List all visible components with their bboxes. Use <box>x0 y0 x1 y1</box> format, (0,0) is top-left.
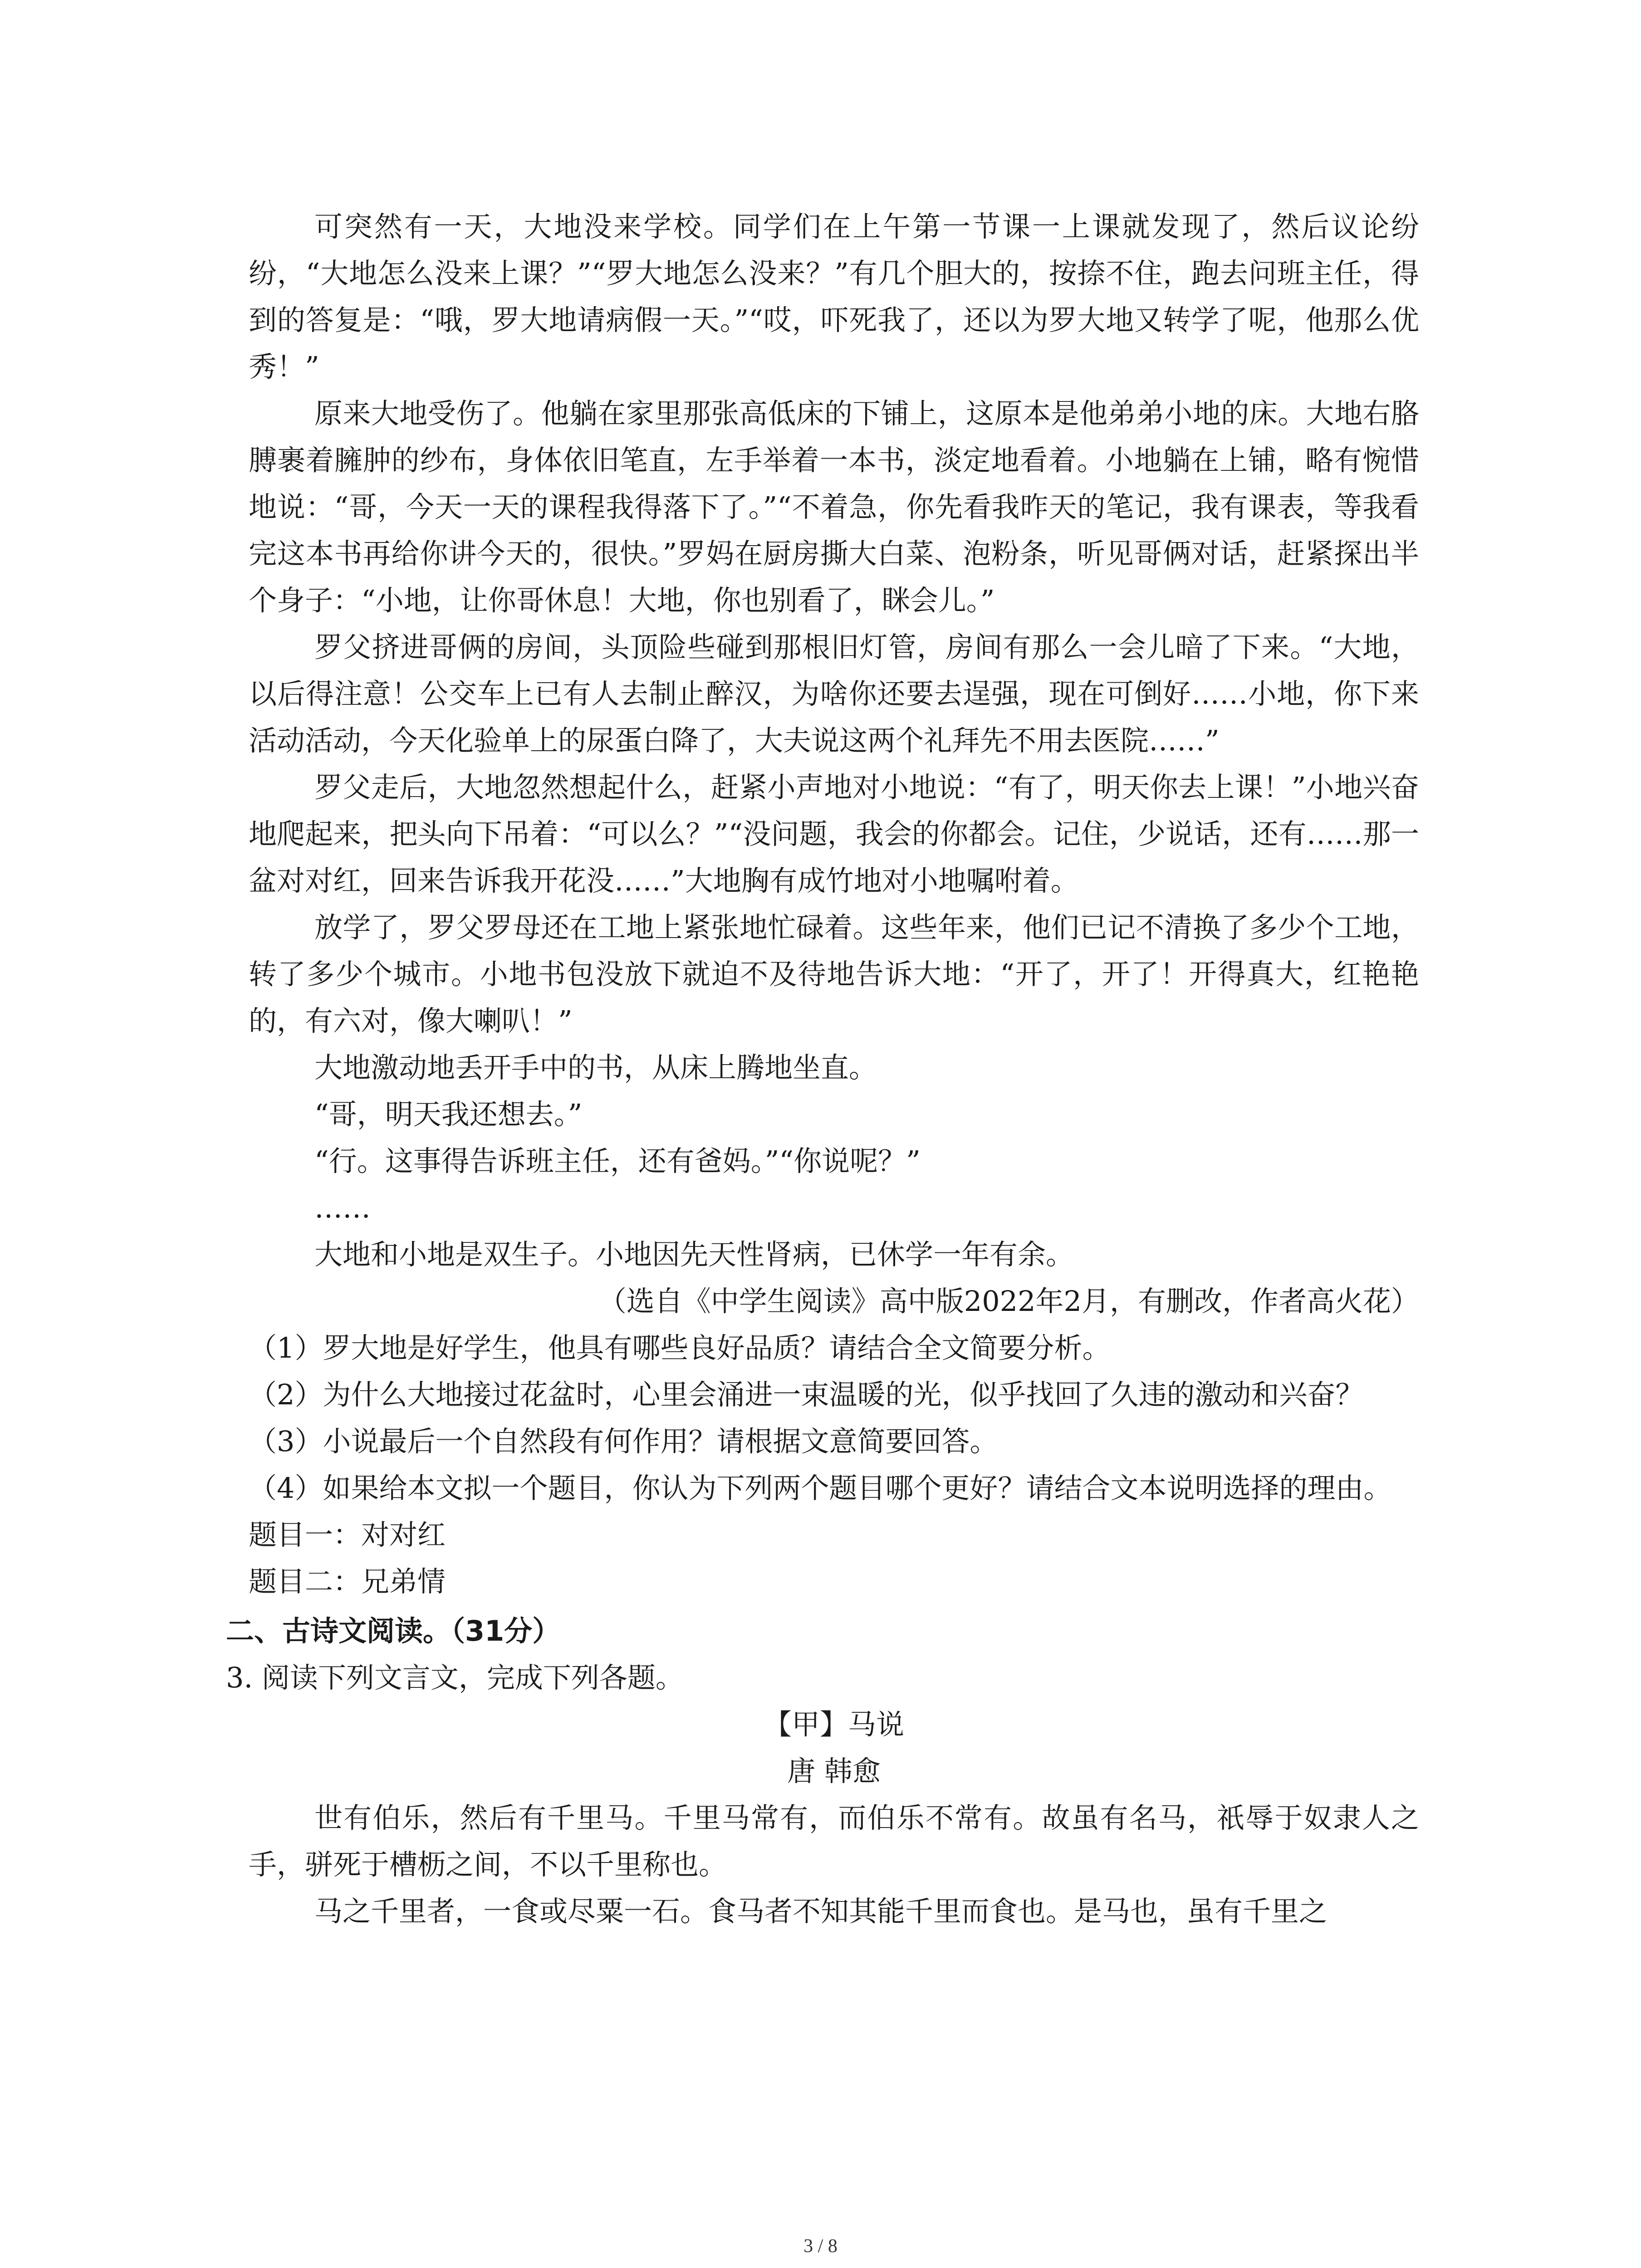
story-paragraph-3: 罗父挤进哥俩的房间，头顶险些碰到那根旧灯管，房间有那么一会儿暗了下来。“大地，以后得注意！公交车上已有人去制止醉汉，为啥你还要去逞强，现在可倒好……小地，你下来活动活动，今天化验单上的尿蛋白降了，大夫说这两个礼拜先不用去医院……” <box>249 631 1419 757</box>
question-2: （2）为什么大地接过花盆时，心里会涌进一束温暖的光，似乎找回了久违的激动和兴奋？ <box>249 1378 1364 1411</box>
passage-paragraph-2: 马之千里者，一食或尽粟一石。食马者不知其能千里而食也。是马也，虽有千里之 <box>314 1895 1327 1928</box>
title-option-1: 题目一：对对红 <box>249 1518 446 1551</box>
story-paragraph-2: 原来大地受伤了。他躺在家里那张高低床的下铺上，这原本是他弟弟小地的床。大地右胳膊裹着臃肿的纱布，身体依旧笔直，左手举着一本书，淡定地看着。小地躺在上铺，略有惋惜地说：“哥，今天一天的课程我得落下了。”“不着急，你先看我昨天的笔记，我有课表，等我看完这本书再给你讲今天的，很快。”罗妈在厨房撕大白菜、泡粉条，听见哥俩对话，赶紧探出半个身子：“小地，让你哥休息！大地，你也别看了，眯会儿。” <box>249 397 1419 617</box>
question-1: （1）罗大地是好学生，他具有哪些良好品质？请结合全文简要分析。 <box>249 1331 1111 1364</box>
page-content <box>226 203 1419 1935</box>
story-paragraph-4: 罗父走后，大地忽然想起什么，赶紧小声地对小地说：“有了，明天你去上课！”小地兴奋地爬起来，把头向下吊着：“可以么？”“没问题，我会的你都会。记住，少说话，还有……那一盆对对红，回来告诉我开花没……”大地胸有成竹地对小地嘱咐着。 <box>249 771 1419 897</box>
passage-paragraph-1: 世有伯乐，然后有千里马。千里马常有，而伯乐不常有。故虽有名马，祇辱于奴隶人之手，骈死于槽枥之间，不以千里称也。 <box>249 1801 1419 1881</box>
story-paragraph-1: 可突然有一天，大地没来学校。同学们在上午第一节课一上课就发现了，然后议论纷纷，“大地怎么没来上课？”“罗大地怎么没来？”有几个胆大的，按捺不住，跑去问班主任，得到的答复是：“哦，罗大地请病假一天。”“哎，吓死我了，还以为罗大地又转学了呢，他那么优秀！” <box>249 210 1419 383</box>
question-4: （4）如果给本文拟一个题目，你认为下列两个题目哪个更好？请结合文本说明选择的理由。 <box>249 1471 1392 1505</box>
story-paragraph-8: “行。这事得告诉班主任，还有爸妈。”“你说呢？” <box>314 1144 921 1178</box>
story-paragraph-10: 大地和小地是双生子。小地因先天性肾病，已休学一年有余。 <box>314 1238 1074 1271</box>
page-number: 3 / 8 <box>803 2236 838 2257</box>
story-paragraph-6: 大地激动地丢开手中的书，从床上腾地坐直。 <box>314 1051 877 1084</box>
story-source: （选自《中学生阅读》高中版2022年2月，有删改，作者高火花） <box>598 1285 1419 1318</box>
story-paragraph-5: 放学了，罗父罗母还在工地上紧张地忙碌着。这些年来，他们已记不清换了多少个工地，转了多少个城市。小地书包没放下就迫不及待地告诉大地：“开了，开了！开得真大，红艳艳的，有六对，像大喇叭！” <box>249 911 1419 1037</box>
title-option-2: 题目二：兄弟情 <box>249 1565 446 1598</box>
section-heading: 二、古诗文阅读。（31分） <box>226 1614 561 1647</box>
story-paragraph-7: “哥，明天我还想去。” <box>314 1098 583 1131</box>
passage-author: 唐 韩愈 <box>787 1755 881 1788</box>
passage-title: 【甲】马说 <box>763 1708 904 1741</box>
question-3-instruction: 3. 阅读下列文言文，完成下列各题。 <box>226 1661 684 1694</box>
story-paragraph-9: …… <box>314 1191 371 1224</box>
question-3: （3）小说最后一个自然段有何作用？请根据文意简要回答。 <box>249 1425 998 1458</box>
